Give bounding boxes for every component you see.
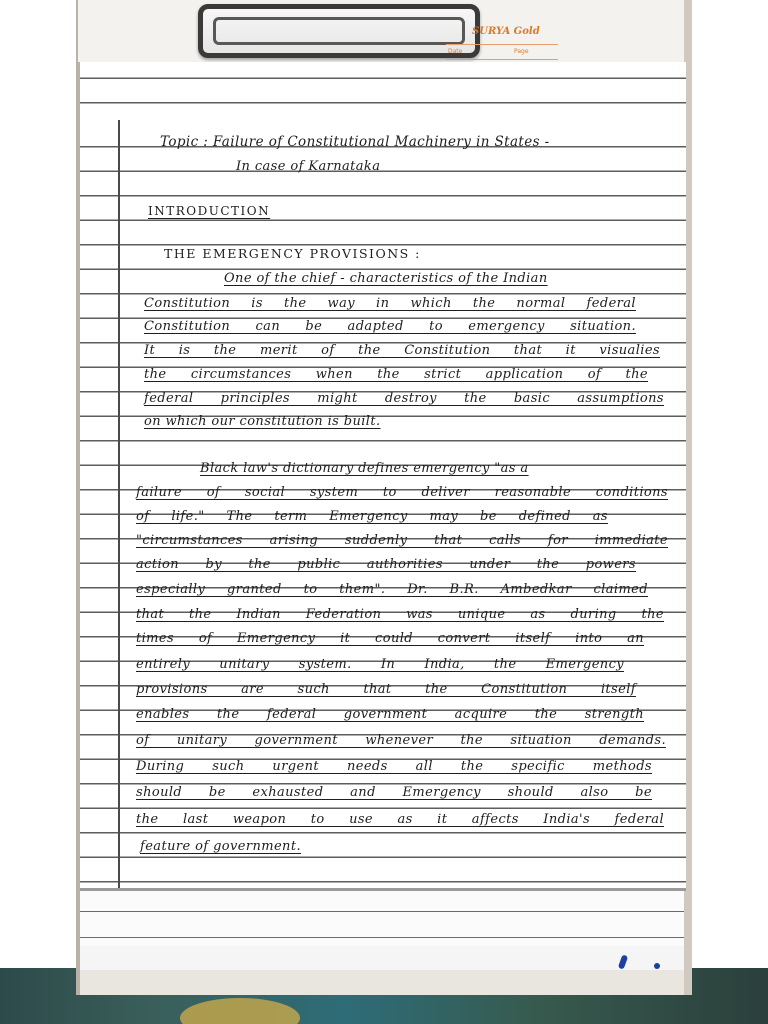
para2-line-12: of unitary government whenever the situation demands. xyxy=(136,733,666,748)
para1-line-3: Constitution can be adapted to emergency situation. xyxy=(144,319,636,334)
para2-line-11: enables the federal government acquire the strength xyxy=(136,707,644,722)
para1-line-5: the circumstances when the strict application of the xyxy=(144,367,648,382)
date-page-box xyxy=(446,44,558,60)
para2-line-14: should be exhausted and Emergency should also be xyxy=(136,785,652,800)
para2-line-2: failure of social system to deliver reasonable conditions xyxy=(136,485,668,500)
para1-line-6: federal principles might destroy the basic assumptions xyxy=(144,391,664,406)
topic-line-2: In case of Karnataka xyxy=(236,159,381,174)
para2-line-16: feature of government. xyxy=(140,839,301,854)
date-label: Date xyxy=(448,48,463,55)
introduction-heading: INTRODUCTION xyxy=(148,204,271,218)
para2-line-9: entirely unitary system. In India, the Emergency xyxy=(136,657,624,672)
para2-line-6: especially granted to them". Dr. B.R. Ambedkar claimed xyxy=(136,582,648,597)
para2-line-5: action by the public authorities under the powers xyxy=(136,557,636,572)
para2-line-15: the last weapon to use as it affects India's federal xyxy=(136,812,664,827)
brand-logo: SURYA Gold xyxy=(472,26,540,37)
para2-line-4: "circumstances arising suddenly that calls for immediate xyxy=(136,533,668,548)
para2-line-3: of life." The term Emergency may be defined as xyxy=(136,509,608,524)
emergency-provisions-heading: THE EMERGENCY PROVISIONS : xyxy=(164,246,421,261)
para2-line-10: provisions are such that the Constitution itself xyxy=(136,682,636,697)
next-sheet-edge xyxy=(80,946,684,970)
page-label: Page xyxy=(514,48,529,55)
margin-line xyxy=(118,120,120,890)
para1-line-7: on which our constitution is built. xyxy=(144,414,381,429)
para2-line-8: times of Emergency it could convert itself into an xyxy=(136,631,644,646)
para2-line-1: Black law's dictionary defines emergency "as a xyxy=(200,461,529,476)
ink-dot xyxy=(654,963,660,969)
topic-line-1: Topic : Failure of Constitutional Machinery in States - xyxy=(160,134,550,150)
clipboard-clip xyxy=(198,4,480,58)
para2-line-13: During such urgent needs all the specific methods xyxy=(136,759,652,774)
para1-line-1: One of the chief - characteristics of the Indian xyxy=(224,271,548,286)
para1-line-4: It is the merit of the Constitution that it visualies xyxy=(144,343,660,358)
para1-line-2: Constitution is the way in which the normal federal xyxy=(144,296,636,311)
para2-line-7: that the Indian Federation was unique as during the xyxy=(136,607,664,622)
